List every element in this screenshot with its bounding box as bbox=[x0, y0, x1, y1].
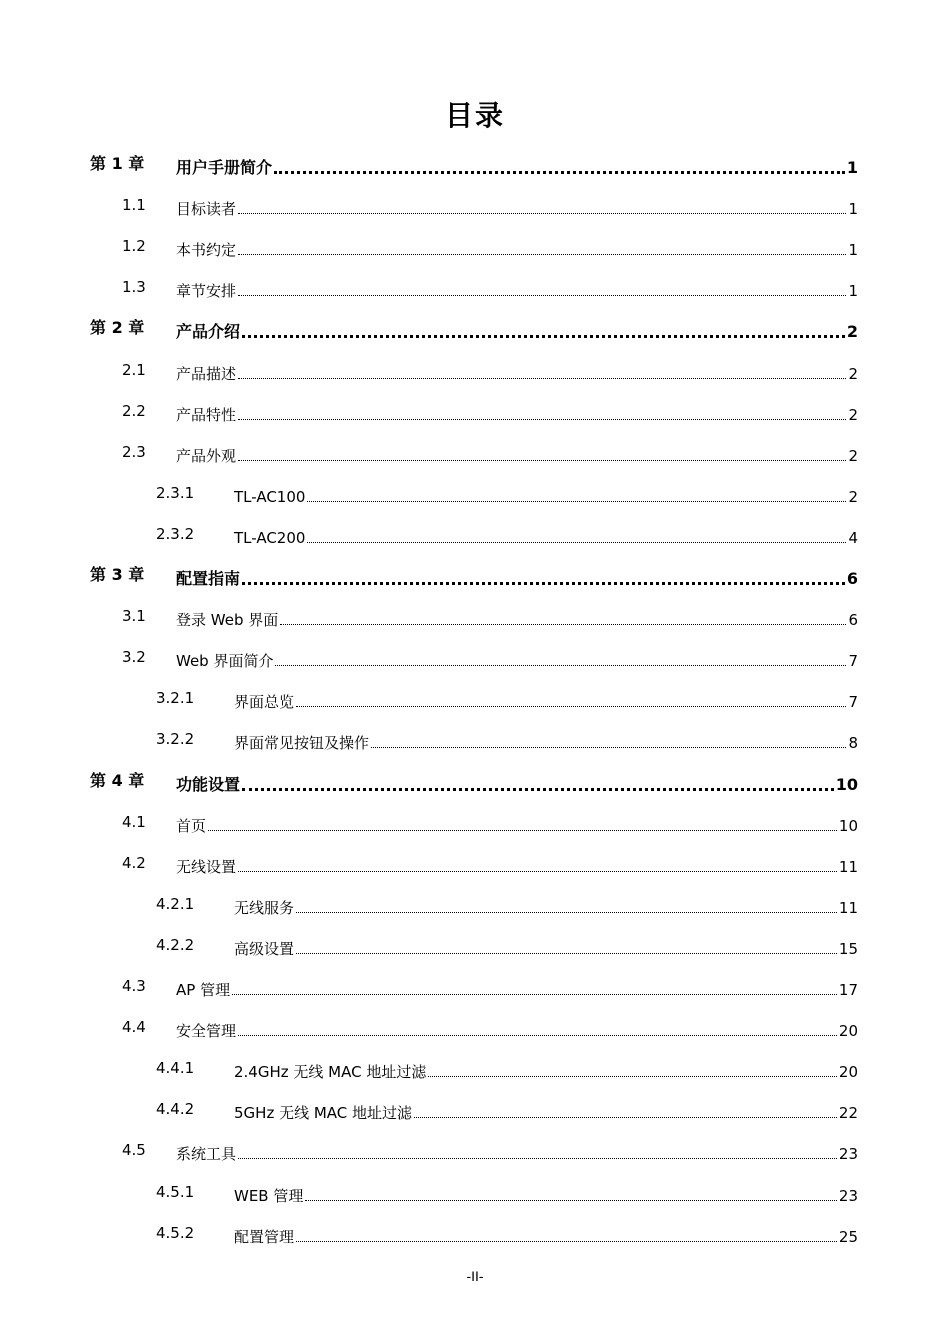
toc-entry-label: 无线设置 bbox=[176, 858, 237, 876]
toc-entry[interactable] bbox=[122, 1140, 858, 1164]
toc-entry[interactable] bbox=[122, 277, 858, 301]
toc-entry-page: 6 bbox=[846, 569, 858, 588]
toc-entry-number: 4.3 bbox=[122, 977, 146, 995]
dot-leader bbox=[208, 830, 837, 831]
toc-entry-page: 23 bbox=[838, 1187, 858, 1205]
toc-entry-number: 4.4.2 bbox=[156, 1100, 195, 1118]
toc-entry-number: 4.5.2 bbox=[156, 1224, 195, 1242]
dot-leader bbox=[242, 788, 834, 791]
toc-entry-label: 功能设置 bbox=[176, 775, 241, 794]
dot-leader bbox=[238, 460, 846, 461]
toc-entry-page: 17 bbox=[838, 981, 858, 999]
toc-entry-number: 第 2 章 bbox=[90, 318, 145, 337]
dot-leader bbox=[428, 1076, 837, 1077]
toc-entry-label: 2.4GHz 无线 MAC 地址过滤 bbox=[234, 1063, 427, 1081]
toc-entry-number: 第 4 章 bbox=[90, 771, 145, 790]
toc-entry-number: 1.1 bbox=[122, 196, 146, 214]
dot-leader bbox=[238, 378, 846, 379]
toc-entry-label: 本书约定 bbox=[176, 241, 237, 259]
dot-leader bbox=[238, 254, 846, 255]
toc-entry-page: 1 bbox=[846, 158, 858, 177]
dot-leader bbox=[232, 994, 837, 995]
toc-entry-number: 第 1 章 bbox=[90, 154, 145, 173]
toc-entry-label: 用户手册简介 bbox=[176, 158, 273, 177]
dot-leader bbox=[296, 1241, 837, 1242]
toc-entry-page: 6 bbox=[848, 611, 858, 629]
toc-entry-page: 22 bbox=[838, 1104, 858, 1122]
toc-entry-number: 3.2.2 bbox=[156, 730, 195, 748]
toc-entry[interactable] bbox=[156, 935, 858, 959]
toc-entry-number: 2.1 bbox=[122, 361, 146, 379]
dot-leader bbox=[296, 706, 846, 707]
toc-entry-page: 8 bbox=[848, 734, 858, 752]
toc-entry-page: 2 bbox=[848, 365, 858, 383]
toc-entry-page: 2 bbox=[848, 406, 858, 424]
toc-entry[interactable] bbox=[156, 1058, 858, 1082]
dot-leader bbox=[242, 335, 845, 338]
toc-entry-number: 4.4 bbox=[122, 1018, 146, 1036]
toc-entry[interactable] bbox=[156, 1223, 858, 1247]
toc-entry-number: 第 3 章 bbox=[90, 565, 145, 584]
toc-entry[interactable] bbox=[156, 524, 858, 548]
toc-entry-page: 10 bbox=[838, 817, 858, 835]
toc-entry[interactable] bbox=[156, 483, 858, 507]
toc-entry[interactable] bbox=[90, 565, 858, 589]
toc-entry-number: 4.4.1 bbox=[156, 1059, 195, 1077]
dot-leader bbox=[371, 747, 846, 748]
toc-entry-label: 产品介绍 bbox=[176, 322, 241, 341]
toc-entry-label: 系统工具 bbox=[176, 1145, 237, 1163]
toc-entry-number: 4.2.1 bbox=[156, 895, 195, 913]
dot-leader bbox=[280, 624, 846, 625]
dot-leader bbox=[238, 871, 837, 872]
toc-entry-page: 11 bbox=[838, 858, 858, 876]
page-number-footer: -II- bbox=[466, 1268, 484, 1284]
toc-entry-page: 7 bbox=[848, 652, 858, 670]
toc-entry-label: 产品描述 bbox=[176, 365, 237, 383]
dot-leader bbox=[274, 171, 845, 174]
toc-entry-page: 11 bbox=[838, 899, 858, 917]
toc-entry-label: 产品特性 bbox=[176, 406, 237, 424]
dot-leader bbox=[307, 501, 846, 502]
toc-entry[interactable] bbox=[122, 401, 858, 425]
toc-entry-number: 3.1 bbox=[122, 607, 146, 625]
toc-entry-label: 安全管理 bbox=[176, 1022, 237, 1040]
dot-leader bbox=[296, 953, 837, 954]
toc-entry[interactable] bbox=[156, 688, 858, 712]
toc-entry-label: 界面总览 bbox=[234, 693, 295, 711]
toc-entry[interactable] bbox=[90, 771, 858, 795]
toc-entry[interactable] bbox=[122, 812, 858, 836]
toc-entry-number: 4.1 bbox=[122, 813, 146, 831]
dot-leader bbox=[307, 542, 846, 543]
dot-leader bbox=[275, 665, 846, 666]
toc-entry-label: 配置管理 bbox=[234, 1228, 295, 1246]
toc-entry-number: 2.3 bbox=[122, 443, 146, 461]
toc-entry[interactable] bbox=[122, 236, 858, 260]
toc-entry-number: 2.3.2 bbox=[156, 525, 195, 543]
page-title: 目录 bbox=[444, 99, 505, 132]
dot-leader bbox=[238, 1035, 837, 1036]
dot-leader bbox=[242, 582, 845, 585]
toc-entry-label: 5GHz 无线 MAC 地址过滤 bbox=[234, 1104, 413, 1122]
toc-entry-page: 1 bbox=[848, 282, 858, 300]
toc-entry[interactable] bbox=[122, 647, 858, 671]
toc-entry[interactable] bbox=[122, 606, 858, 630]
toc-entry-page: 20 bbox=[838, 1022, 858, 1040]
toc-entry[interactable] bbox=[90, 318, 858, 342]
toc-entry-label: 配置指南 bbox=[176, 569, 241, 588]
toc-entry[interactable] bbox=[122, 853, 858, 877]
toc-entry[interactable] bbox=[156, 729, 858, 753]
toc-entry-label: 章节安排 bbox=[176, 282, 237, 300]
toc-entry-page: 2 bbox=[848, 488, 858, 506]
toc-entry-label: TL-AC200 bbox=[234, 529, 306, 547]
toc-entry-page: 1 bbox=[848, 200, 858, 218]
toc-entry[interactable] bbox=[122, 976, 858, 1000]
toc-entry-label: 目标读者 bbox=[176, 200, 237, 218]
toc-entry-number: 1.3 bbox=[122, 278, 146, 296]
toc-entry-page: 4 bbox=[848, 529, 858, 547]
toc-entry[interactable] bbox=[122, 1017, 858, 1041]
toc-entry[interactable] bbox=[156, 1182, 858, 1206]
toc-entry-label: 登录 Web 界面 bbox=[176, 611, 279, 629]
toc-entry-number: 2.2 bbox=[122, 402, 146, 420]
toc-entry-page: 1 bbox=[848, 241, 858, 259]
toc-entry-page: 15 bbox=[838, 940, 858, 958]
toc-entry-number: 2.3.1 bbox=[156, 484, 195, 502]
dot-leader bbox=[305, 1200, 837, 1201]
toc-entry[interactable] bbox=[156, 894, 858, 918]
toc-entry-number: 4.5 bbox=[122, 1141, 146, 1159]
toc-entry-label: 首页 bbox=[176, 817, 207, 835]
toc-entry-label: 界面常见按钮及操作 bbox=[234, 734, 370, 752]
toc-entry-label: TL-AC100 bbox=[234, 488, 306, 506]
toc-entry-page: 10 bbox=[835, 775, 858, 794]
toc-entry-number: 4.2.2 bbox=[156, 936, 195, 954]
toc-entry-number: 3.2 bbox=[122, 648, 146, 666]
toc-entry[interactable] bbox=[156, 1099, 858, 1123]
toc-entry-page: 2 bbox=[846, 322, 858, 341]
toc-entry[interactable] bbox=[90, 154, 858, 178]
toc-entry-page: 2 bbox=[848, 447, 858, 465]
toc-entry-page: 23 bbox=[838, 1145, 858, 1163]
toc-entry-label: AP 管理 bbox=[176, 981, 231, 999]
toc-entry[interactable] bbox=[122, 195, 858, 219]
toc-entry[interactable] bbox=[122, 360, 858, 384]
toc-entry-page: 20 bbox=[838, 1063, 858, 1081]
dot-leader bbox=[238, 213, 846, 214]
dot-leader bbox=[414, 1117, 837, 1118]
toc-entry-label: 无线服务 bbox=[234, 899, 295, 917]
toc-entry-number: 4.5.1 bbox=[156, 1183, 195, 1201]
toc-entry[interactable] bbox=[122, 442, 858, 466]
toc-entry-label: 高级设置 bbox=[234, 940, 295, 958]
dot-leader bbox=[238, 295, 846, 296]
dot-leader bbox=[296, 912, 837, 913]
toc-entry-label: WEB 管理 bbox=[234, 1187, 304, 1205]
toc-entry-number: 4.2 bbox=[122, 854, 146, 872]
toc-entry-page: 25 bbox=[838, 1228, 858, 1246]
toc-entry-label: Web 界面简介 bbox=[176, 652, 274, 670]
toc-entry-number: 3.2.1 bbox=[156, 689, 195, 707]
toc-entry-page: 7 bbox=[848, 693, 858, 711]
toc-entry-number: 1.2 bbox=[122, 237, 146, 255]
toc-entry-label: 产品外观 bbox=[176, 447, 237, 465]
dot-leader bbox=[238, 1158, 837, 1159]
dot-leader bbox=[238, 419, 846, 420]
